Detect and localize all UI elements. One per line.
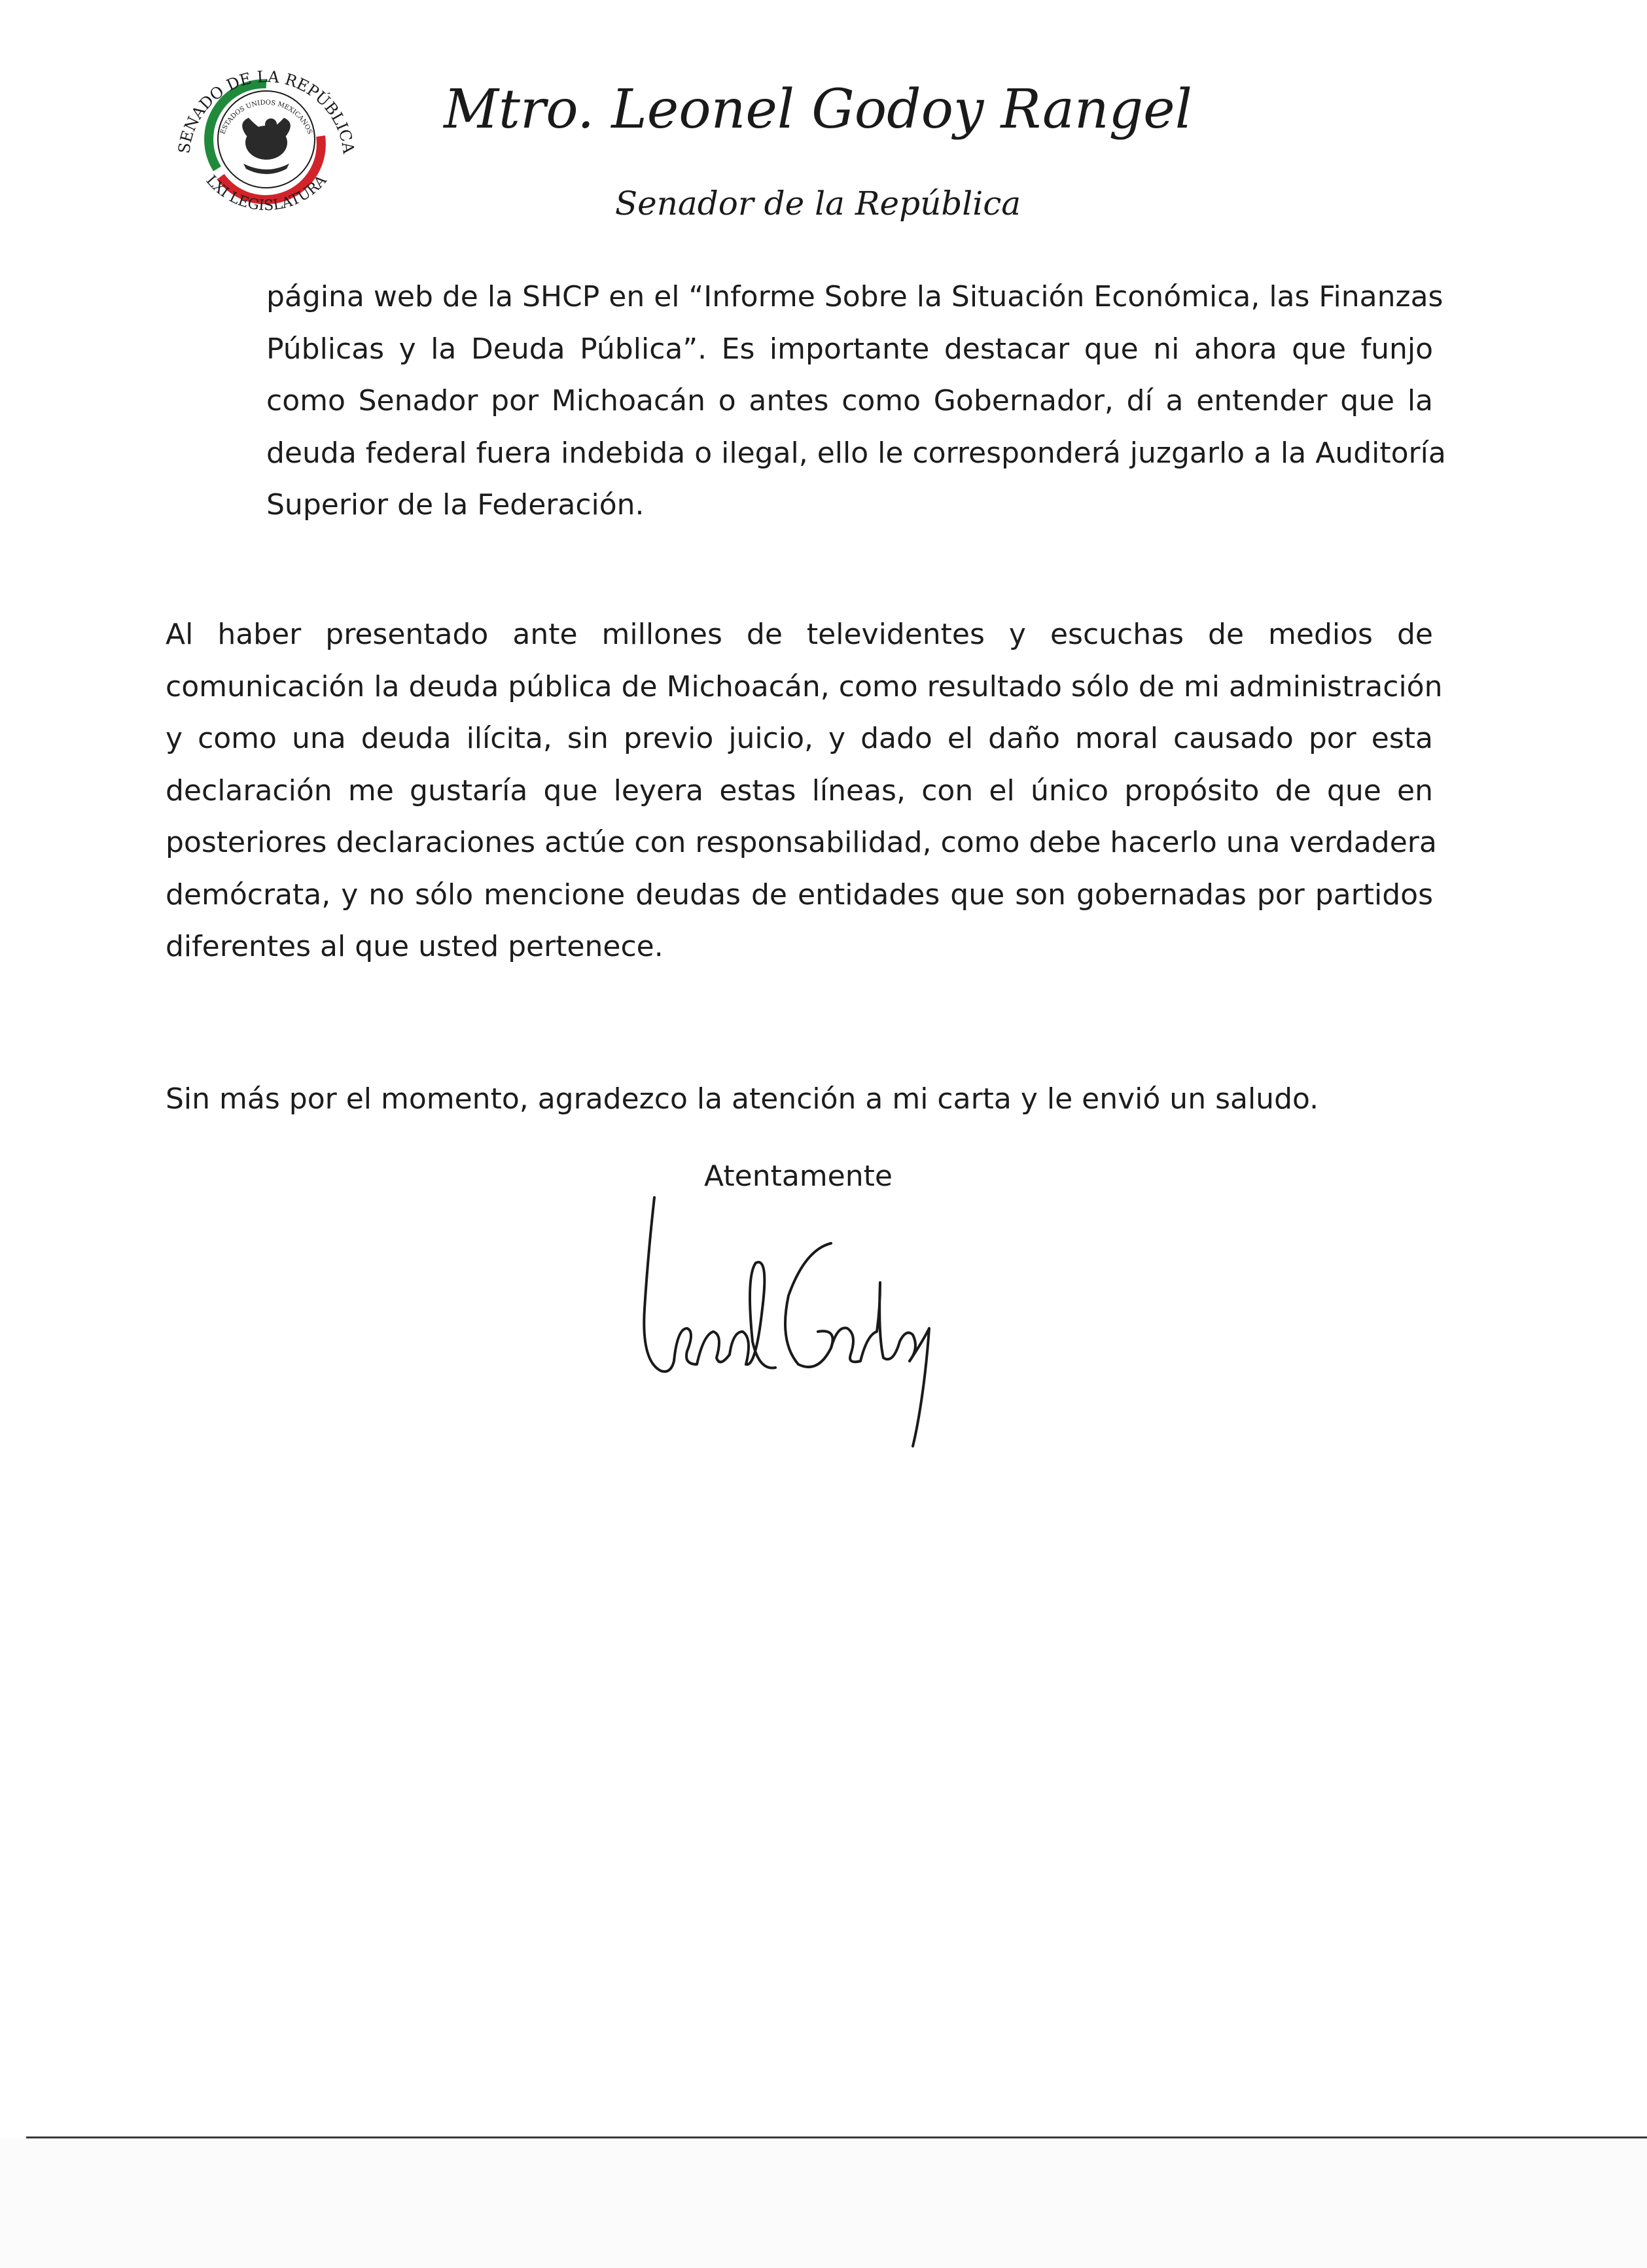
paragraph-line: Públicas y la Deuda Pública”. Es importante destacar que ni ahora que funjo [266,332,1433,366]
seal-bottom-text: LXI LEGISLATURA [202,172,330,215]
paragraph-line: y como una deuda ilícita, sin previo juicio, y dado el daño moral causado por esta [166,722,1433,755]
seal-inner-text: ESTADOS UNIDOS MEXICANOS [219,99,313,135]
sender-role-subheading: Senador de la República [614,185,1021,222]
paragraph-line: deuda federal fuera indebida o ilegal, ello le corresponderá juzgarlo a la Auditoría [266,436,1446,470]
handwritten-signature [622,1178,949,1472]
body-paragraph-1 [266,271,1446,531]
paragraph-line: demócrata, y no sólo mencione deudas de entidades que son gobernadas por partidos [166,877,1433,912]
body-paragraph-2 [166,609,1443,973]
paragraph-line: como Senador por Michoacán o antes como Gobernador, dí a entender que la [266,384,1433,417]
sender-name-heading: Mtro. Leonel Godoy Rangel [444,79,1192,141]
paragraph-line: página web de la SHCP en el “Informe Sobre la Situación Económica, las Finanzas [266,280,1443,313]
paragraph-line: Superior de la Federación. [266,488,645,522]
sign-off: Atentamente [704,1160,893,1193]
scan-bottom-edge [0,2138,1647,2268]
closing-sentence: Sin más por el momento, agradezco la atención a mi carta y le envió un saludo. [166,1082,1319,1116]
paragraph-line: comunicación la deuda pública de Michoacán, como resultado sólo de mi administración [166,669,1443,703]
paragraph-line: Al haber presentado ante millones de televidentes y escuchas de medios de [166,618,1433,651]
paragraph-line: diferentes al que usted pertenece. [166,930,664,963]
senate-seal-logo [165,38,368,241]
paragraph-line: declaración me gustaría que leyera estas líneas, con el único propósito de que en [166,773,1433,807]
seal-top-text: SENADO DE LA REPÚBLICA [175,67,358,155]
paragraph-line: posteriores declaraciones actúe con responsabilidad, como debe hacerlo una verdadera [166,826,1437,859]
